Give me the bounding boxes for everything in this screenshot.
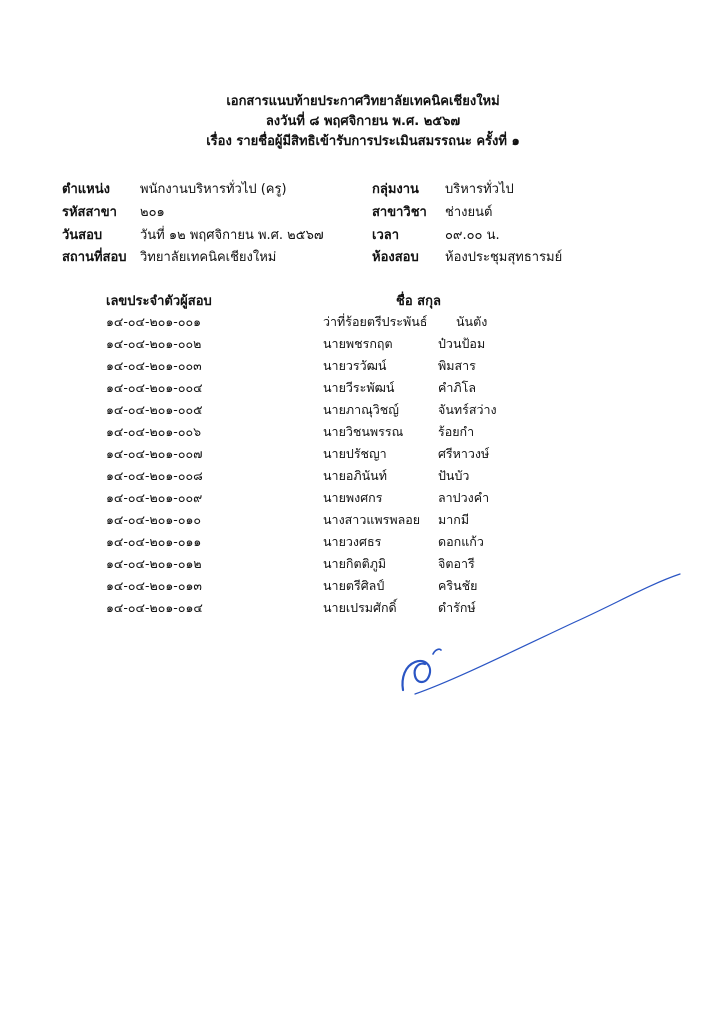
candidate-last-name: ปันบัว <box>438 468 470 483</box>
table-row <box>0 400 726 422</box>
candidate-first-name: นายกิตติภูมิ <box>323 556 387 571</box>
candidate-first-name: นายวิชนพรรณ <box>323 424 404 439</box>
candidate-id: ๑๔-๐๔-๒๐๑-๐๐๕ <box>106 402 203 417</box>
signature-icon <box>395 570 685 710</box>
candidate-last-name: ศรีหาวงษ์ <box>438 446 490 461</box>
table-row <box>0 532 726 554</box>
position-value: พนักงานบริหารทั่วไป (ครู) <box>140 182 287 197</box>
candidate-first-name: นายวรวัฒน์ <box>323 358 387 373</box>
candidate-last-name: ดำรักษ์ <box>438 600 476 615</box>
candidate-id: ๑๔-๐๔-๒๐๑-๐๐๗ <box>106 446 203 461</box>
candidate-last-name: คำภิโล <box>438 380 476 395</box>
candidate-last-name: นันตัง <box>456 314 488 329</box>
candidate-id: ๑๔-๐๔-๒๐๑-๐๐๔ <box>106 380 203 395</box>
candidate-last-name: ป๋วนป้อม <box>438 336 486 351</box>
time-label: เวลา <box>372 228 400 243</box>
candidate-first-name: นายวีระพัฒน์ <box>323 380 395 395</box>
candidate-first-name: นายภาณุวิชญ์ <box>323 402 399 417</box>
table-row <box>0 356 726 378</box>
candidate-id: ๑๔-๐๔-๒๐๑-๐๑๔ <box>106 600 203 615</box>
group-value: บริหารทั่วไป <box>445 182 514 197</box>
candidate-first-name: นายอภินันท์ <box>323 468 387 483</box>
time-value: ๐๙.๐๐ น. <box>445 228 500 243</box>
candidate-id: ๑๔-๐๔-๒๐๑-๐๑๐ <box>106 512 202 527</box>
branch-code-value: ๒๐๑ <box>140 205 165 220</box>
candidate-id: ๑๔-๐๔-๒๐๑-๐๑๓ <box>106 578 202 593</box>
venue-label: สถานที่สอบ <box>62 250 127 265</box>
exam-date-label: วันสอบ <box>62 228 103 243</box>
candidate-last-name: จิตอารี <box>438 556 475 571</box>
document-subject: เรื่อง รายชื่อผู้มีสิทธิเข้ารับการประเมินสมรรถนะ ครั้งที่ ๑ <box>206 134 520 149</box>
candidate-first-name: นายวงศธร <box>323 534 382 549</box>
table-row <box>0 422 726 444</box>
signature-tail <box>415 574 680 694</box>
table-row <box>0 334 726 356</box>
candidate-id: ๑๔-๐๔-๒๐๑-๐๐๒ <box>106 336 202 351</box>
table-row <box>0 466 726 488</box>
candidate-first-name: ว่าที่ร้อยตรีประพันธ์ <box>323 314 428 329</box>
candidate-first-name: นายพงศกร <box>323 490 383 505</box>
candidate-first-name: นายเปรมศักดิ์ <box>323 600 397 615</box>
signature-stroke <box>403 661 431 690</box>
candidate-first-name: นายปรัชญา <box>323 446 387 461</box>
table-row <box>0 444 726 466</box>
candidate-first-name: นางสาวแพรพลอย <box>323 512 421 527</box>
venue-value: วิทยาลัยเทคนิคเชียงใหม่ <box>140 250 277 265</box>
candidate-id: ๑๔-๐๔-๒๐๑-๐๑๑ <box>106 534 202 549</box>
candidate-last-name: จันทร์สว่าง <box>438 402 497 417</box>
subject-value: ช่างยนต์ <box>445 205 493 220</box>
room-value: ห้องประชุมสุทธารมย์ <box>445 250 563 265</box>
position-label: ตำแหน่ง <box>62 182 110 197</box>
candidate-id: ๑๔-๐๔-๒๐๑-๐๐๑ <box>106 314 202 329</box>
group-label: กลุ่มงาน <box>372 182 419 197</box>
candidate-last-name: ร้อยกำ <box>438 424 475 439</box>
candidate-id: ๑๔-๐๔-๒๐๑-๐๐๓ <box>106 358 202 373</box>
table-row <box>0 378 726 400</box>
table-row <box>0 488 726 510</box>
candidate-first-name: นายตรีศิลป์ <box>323 578 385 593</box>
candidate-id: ๑๔-๐๔-๒๐๑-๐๐๖ <box>106 424 202 439</box>
candidate-last-name: ดอกแก้ว <box>438 534 484 549</box>
branch-code-label: รหัสสาขา <box>62 205 117 220</box>
candidate-last-name: พิมสาร <box>438 358 476 373</box>
exam-date-value: วันที่ ๑๒ พฤศจิกายน พ.ศ. ๒๕๖๗ <box>140 228 324 243</box>
subject-label: สาขาวิชา <box>372 205 427 220</box>
document-title: เอกสารแนบท้ายประกาศวิทยาลัยเทคนิคเชียงใหม่ <box>226 94 500 109</box>
table-row <box>0 510 726 532</box>
candidate-last-name: ลาปวงคำ <box>438 490 490 505</box>
document-date: ลงวันที่ ๘ พฤศจิกายน พ.ศ. ๒๕๖๗ <box>265 114 461 129</box>
candidate-last-name: ครินชัย <box>438 578 478 593</box>
room-label: ห้องสอบ <box>372 250 419 265</box>
candidate-id: ๑๔-๐๔-๒๐๑-๐๐๘ <box>106 468 203 483</box>
column-header-name: ชื่อ สกุล <box>396 294 441 309</box>
column-header-id: เลขประจำตัวผู้สอบ <box>106 294 212 309</box>
table-row <box>0 312 726 334</box>
candidate-first-name: นายพชรกฤต <box>323 336 393 351</box>
candidate-id: ๑๔-๐๔-๒๐๑-๐๐๙ <box>106 490 203 505</box>
candidate-id: ๑๔-๐๔-๒๐๑-๐๑๒ <box>106 556 202 571</box>
candidate-last-name: มากมี <box>438 512 470 527</box>
